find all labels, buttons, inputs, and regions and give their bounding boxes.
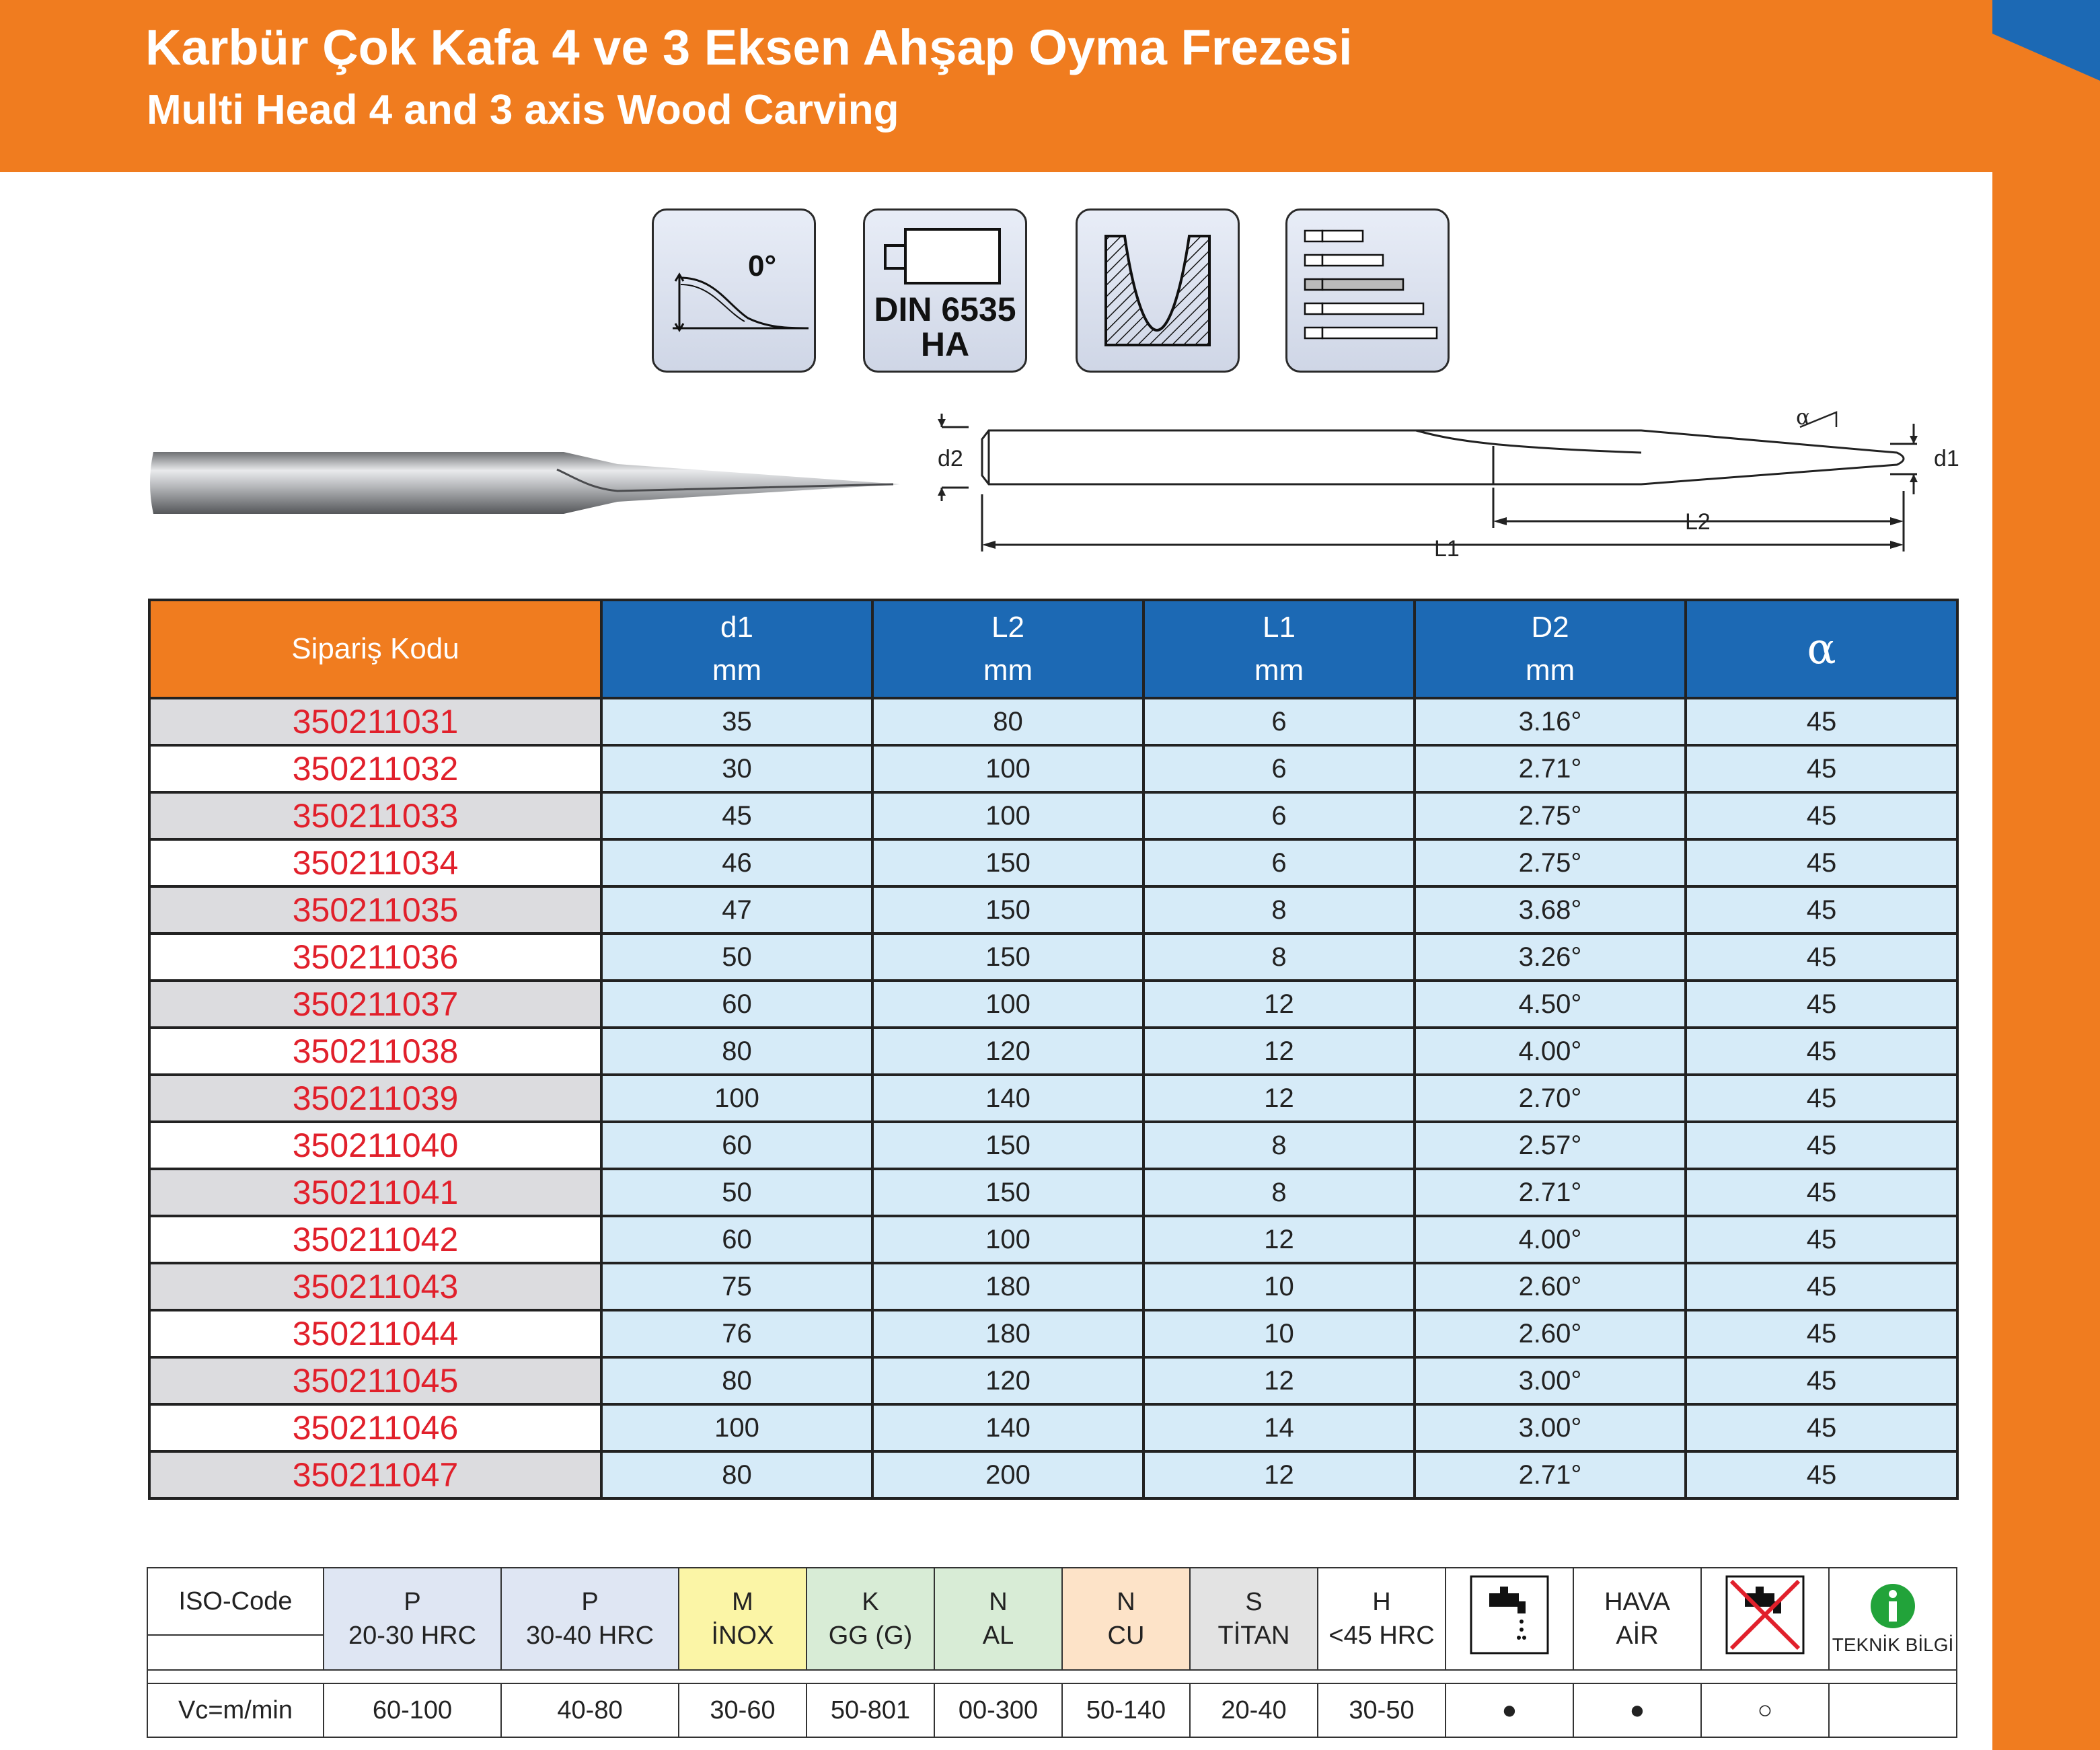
drawing-alpha-label: α bbox=[1796, 404, 1811, 430]
d1-cell: 75 bbox=[601, 1263, 872, 1310]
alpha-cell: 45 bbox=[1686, 1028, 1957, 1075]
din-standard-label: DIN 6535 bbox=[874, 291, 1016, 328]
d2-header: D2 mm bbox=[1415, 600, 1686, 698]
order-code-cell: 350211046 bbox=[149, 1404, 601, 1451]
alpha-cell: 45 bbox=[1686, 934, 1957, 981]
vc-h: 30-50 bbox=[1318, 1683, 1446, 1737]
table-row bbox=[149, 1263, 1957, 1310]
l2-cell: 150 bbox=[872, 934, 1143, 981]
helix-angle-label: 0° bbox=[748, 250, 777, 282]
table-row bbox=[149, 839, 1957, 886]
l1-cell: 10 bbox=[1143, 1263, 1415, 1310]
vc-p1: 60-100 bbox=[324, 1683, 501, 1737]
table-row bbox=[149, 792, 1957, 839]
table-row bbox=[149, 745, 1957, 792]
l2-header: L2 mm bbox=[872, 600, 1143, 698]
iso-material-s: S TİTAN bbox=[1190, 1568, 1318, 1670]
d2-cell: 4.50° bbox=[1415, 981, 1686, 1028]
right-edge-bar bbox=[1992, 0, 2100, 1750]
iso-material-p2: P 30-40 HRC bbox=[501, 1568, 679, 1670]
order-code-cell: 350211045 bbox=[149, 1357, 601, 1404]
l2-cell: 120 bbox=[872, 1357, 1143, 1404]
l1-cell: 12 bbox=[1143, 981, 1415, 1028]
d2-cell: 2.70° bbox=[1415, 1075, 1686, 1122]
l1-header: L1 mm bbox=[1143, 600, 1415, 698]
l1-cell: 14 bbox=[1143, 1404, 1415, 1451]
order-code-cell: 350211032 bbox=[149, 745, 601, 792]
l2-cell: 150 bbox=[872, 886, 1143, 934]
d2-cell: 3.68° bbox=[1415, 886, 1686, 934]
l1-cell: 8 bbox=[1143, 1122, 1415, 1169]
product-table bbox=[148, 599, 1959, 1500]
drawing-d2-label: d2 bbox=[938, 446, 963, 471]
l1-cell: 6 bbox=[1143, 792, 1415, 839]
table-row bbox=[149, 981, 1957, 1028]
l2-cell: 120 bbox=[872, 1028, 1143, 1075]
page-title: Karbür Çok Kafa 4 ve 3 Eksen Ahşap Oyma Frezesi bbox=[145, 20, 1353, 75]
iso-code-label: ISO-Code bbox=[147, 1568, 324, 1635]
l2-cell: 150 bbox=[872, 1122, 1143, 1169]
d2-cell: 3.16° bbox=[1415, 698, 1686, 745]
l1-cell: 6 bbox=[1143, 839, 1415, 886]
technical-info-label[interactable]: TEKNİK BİLGİ bbox=[1832, 1634, 1954, 1655]
table-row bbox=[149, 698, 1957, 745]
d1-cell: 60 bbox=[601, 981, 872, 1028]
coolant-dry-cell bbox=[1701, 1568, 1829, 1670]
vc-n-al: 00-300 bbox=[934, 1683, 1062, 1737]
vc-n-cu: 50-140 bbox=[1062, 1683, 1190, 1737]
technical-info-cell[interactable] bbox=[1829, 1568, 1957, 1670]
l2-cell: 200 bbox=[872, 1451, 1143, 1498]
table-row bbox=[149, 886, 1957, 934]
vc-s: 20-40 bbox=[1190, 1683, 1318, 1737]
corner-tab-icon bbox=[1992, 0, 2100, 81]
iso-material-k: K GG (G) bbox=[807, 1568, 934, 1670]
l2-cell: 100 bbox=[872, 792, 1143, 839]
l1-cell: 8 bbox=[1143, 886, 1415, 934]
l2-cell: 100 bbox=[872, 981, 1143, 1028]
alpha-cell: 45 bbox=[1686, 1404, 1957, 1451]
page-subtitle: Multi Head 4 and 3 axis Wood Carving bbox=[147, 87, 899, 133]
alpha-cell: 45 bbox=[1686, 1451, 1957, 1498]
table-row bbox=[149, 1028, 1957, 1075]
order-code-cell: 350211035 bbox=[149, 886, 601, 934]
order-code-cell: 350211036 bbox=[149, 934, 601, 981]
order-code-cell: 350211042 bbox=[149, 1216, 601, 1263]
l2-cell: 150 bbox=[872, 839, 1143, 886]
d2-cell: 3.00° bbox=[1415, 1404, 1686, 1451]
l1-cell: 8 bbox=[1143, 1169, 1415, 1216]
l2-cell: 180 bbox=[872, 1263, 1143, 1310]
alpha-cell: 45 bbox=[1686, 839, 1957, 886]
l1-cell: 6 bbox=[1143, 745, 1415, 792]
alpha-cell: 45 bbox=[1686, 1310, 1957, 1357]
l2-cell: 100 bbox=[872, 1216, 1143, 1263]
l1-cell: 6 bbox=[1143, 698, 1415, 745]
l1-cell: 12 bbox=[1143, 1028, 1415, 1075]
d1-cell: 80 bbox=[601, 1451, 872, 1498]
alpha-cell: 45 bbox=[1686, 981, 1957, 1028]
alpha-cell: 45 bbox=[1686, 745, 1957, 792]
vc-wet-mark: ● bbox=[1446, 1683, 1573, 1737]
order-code-cell: 350211033 bbox=[149, 792, 601, 839]
l2-cell: 80 bbox=[872, 698, 1143, 745]
table-row bbox=[149, 1122, 1957, 1169]
alpha-cell: 45 bbox=[1686, 1357, 1957, 1404]
alpha-cell: 45 bbox=[1686, 1075, 1957, 1122]
table-row bbox=[149, 1404, 1957, 1451]
d1-cell: 47 bbox=[601, 886, 872, 934]
alpha-cell: 45 bbox=[1686, 1263, 1957, 1310]
vc-dry-mark: ○ bbox=[1701, 1683, 1829, 1737]
d2-cell: 2.57° bbox=[1415, 1122, 1686, 1169]
vc-k: 50-801 bbox=[807, 1683, 934, 1737]
d1-cell: 60 bbox=[601, 1216, 872, 1263]
d2-cell: 2.71° bbox=[1415, 745, 1686, 792]
iso-material-p1: P 20-30 HRC bbox=[324, 1568, 501, 1670]
alpha-cell: 45 bbox=[1686, 698, 1957, 745]
alpha-cell: 45 bbox=[1686, 1216, 1957, 1263]
table-row bbox=[149, 1357, 1957, 1404]
alpha-header: α bbox=[1686, 600, 1957, 698]
order-code-cell: 350211038 bbox=[149, 1028, 601, 1075]
table-row bbox=[149, 1169, 1957, 1216]
din-shank-icon bbox=[863, 208, 1027, 373]
order-code-cell: 350211034 bbox=[149, 839, 601, 886]
d2-cell: 2.71° bbox=[1415, 1169, 1686, 1216]
d1-cell: 76 bbox=[601, 1310, 872, 1357]
d2-cell: 4.00° bbox=[1415, 1216, 1686, 1263]
coolant-tap-icon bbox=[1469, 1574, 1550, 1655]
d2-cell: 2.75° bbox=[1415, 839, 1686, 886]
d1-cell: 100 bbox=[601, 1075, 872, 1122]
d2-cell: 4.00° bbox=[1415, 1028, 1686, 1075]
d1-cell: 30 bbox=[601, 745, 872, 792]
alpha-cell: 45 bbox=[1686, 886, 1957, 934]
table-header-row bbox=[149, 600, 1957, 698]
order-code-cell: 350211039 bbox=[149, 1075, 601, 1122]
order-code-cell: 350211040 bbox=[149, 1122, 601, 1169]
l1-cell: 12 bbox=[1143, 1451, 1415, 1498]
d1-cell: 46 bbox=[601, 839, 872, 886]
order-code-cell: 350211041 bbox=[149, 1169, 601, 1216]
iso-material-n-cu: N CU bbox=[1062, 1568, 1190, 1670]
d2-cell: 2.60° bbox=[1415, 1263, 1686, 1310]
d1-cell: 80 bbox=[601, 1357, 872, 1404]
table-row bbox=[149, 934, 1957, 981]
l1-cell: 12 bbox=[1143, 1216, 1415, 1263]
order-code-cell: 350211044 bbox=[149, 1310, 601, 1357]
l1-cell: 12 bbox=[1143, 1075, 1415, 1122]
iso-row-separator bbox=[147, 1670, 1957, 1683]
d1-cell: 80 bbox=[601, 1028, 872, 1075]
helix-angle-icon bbox=[652, 208, 816, 373]
l2-cell: 100 bbox=[872, 745, 1143, 792]
table-row bbox=[149, 1216, 1957, 1263]
d1-cell: 50 bbox=[601, 1169, 872, 1216]
coolant-air-cell: HAVA AİR bbox=[1573, 1568, 1701, 1670]
order-code-cell: 350211043 bbox=[149, 1263, 601, 1310]
table-row bbox=[149, 1075, 1957, 1122]
drawing-l1-label: L1 bbox=[1434, 536, 1460, 562]
order-code-cell: 350211031 bbox=[149, 698, 601, 745]
l2-cell: 140 bbox=[872, 1404, 1143, 1451]
d1-cell: 45 bbox=[601, 792, 872, 839]
d2-cell: 2.71° bbox=[1415, 1451, 1686, 1498]
iso-material-n-al: N AL bbox=[934, 1568, 1062, 1670]
vc-m: 30-60 bbox=[679, 1683, 807, 1737]
order-code-header: Sipariş Kodu bbox=[149, 600, 601, 698]
drawing-l2-label: L2 bbox=[1685, 509, 1711, 535]
l2-cell: 180 bbox=[872, 1310, 1143, 1357]
l1-cell: 12 bbox=[1143, 1357, 1415, 1404]
d1-header: d1 mm bbox=[601, 600, 872, 698]
d2-cell: 2.75° bbox=[1415, 792, 1686, 839]
v-groove-profile-icon bbox=[1076, 208, 1240, 373]
d1-cell: 60 bbox=[601, 1122, 872, 1169]
alpha-cell: 45 bbox=[1686, 792, 1957, 839]
d1-cell: 35 bbox=[601, 698, 872, 745]
technical-drawing bbox=[928, 400, 1978, 568]
vc-p2: 40-80 bbox=[501, 1683, 679, 1737]
vc-air-mark: ● bbox=[1573, 1683, 1701, 1737]
drawing-d1-label: d1 bbox=[1934, 446, 1959, 471]
coolant-wet-cell bbox=[1446, 1568, 1573, 1670]
l2-cell: 150 bbox=[872, 1169, 1143, 1216]
l1-cell: 8 bbox=[1143, 934, 1415, 981]
tool-length-series-icon bbox=[1285, 208, 1450, 373]
vc-info-empty bbox=[1829, 1683, 1957, 1737]
tool-photo bbox=[147, 449, 913, 517]
order-code-cell: 350211037 bbox=[149, 981, 601, 1028]
d1-cell: 50 bbox=[601, 934, 872, 981]
d2-cell: 3.26° bbox=[1415, 934, 1686, 981]
no-coolant-icon bbox=[1725, 1574, 1805, 1655]
l1-cell: 10 bbox=[1143, 1310, 1415, 1357]
vc-label: Vc=m/min bbox=[147, 1683, 324, 1737]
iso-code-spacer bbox=[147, 1635, 324, 1670]
header-banner bbox=[0, 0, 1992, 172]
alpha-cell: 45 bbox=[1686, 1122, 1957, 1169]
d1-cell: 100 bbox=[601, 1404, 872, 1451]
din-shank-type-label: HA bbox=[920, 326, 970, 363]
info-icon[interactable] bbox=[1869, 1583, 1916, 1630]
order-code-cell: 350211047 bbox=[149, 1451, 601, 1498]
d2-cell: 3.00° bbox=[1415, 1357, 1686, 1404]
iso-material-m: M İNOX bbox=[679, 1568, 807, 1670]
alpha-cell: 45 bbox=[1686, 1169, 1957, 1216]
table-row bbox=[149, 1310, 1957, 1357]
d2-cell: 2.60° bbox=[1415, 1310, 1686, 1357]
l2-cell: 140 bbox=[872, 1075, 1143, 1122]
iso-cutting-speed-table bbox=[147, 1567, 1957, 1738]
table-row bbox=[149, 1451, 1957, 1498]
iso-material-h: H <45 HRC bbox=[1318, 1568, 1446, 1670]
